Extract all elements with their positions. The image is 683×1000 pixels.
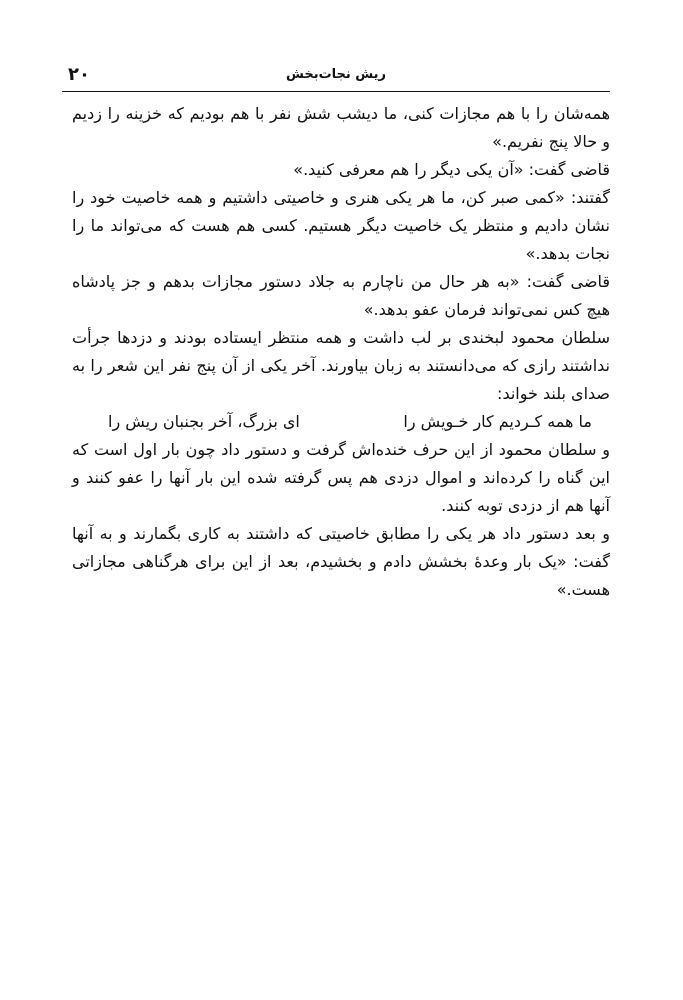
body-text [72, 100, 610, 604]
paragraph: قاضی گفت: «آن یکی دیگر را هم معرفی کنید.» [293, 160, 610, 179]
page-number: ۲۰ [68, 64, 90, 85]
paragraph: و سلطان محمود از این حرف خنده‌اش گرفت و دستور داد چون بار اول است که این گناه را کرده‌اند و اموال دزدی هم پس گرفته شده این بار آنها را عفو کنند و آنها هم از دزدی توبه کنند. [72, 440, 610, 515]
paragraph: قاضی گفت: «به هر حال من ناچارم به جلاد دستور مجازات بدهم و جز پادشاه هیچ کس نمی‌تواند فرمان عفو بدهد.» [72, 272, 610, 319]
paragraph: و بعد دستور داد هر یکی را مطابق خاصیتی که داشتند به کاری بگمارند و به آنها گفت: «یک بار وعدهٔ بخشش دادم و بخشیدم، بعد از این برای هرگناهی مجازاتی هست.» [72, 524, 610, 599]
poem-second-hemistich: ای بزرگ، آخر بجنبان ریش را [108, 412, 300, 431]
paragraph: سلطان محمود لبخندی بر لب داشت و همه منتظر ایستاده بودند و دزدها جرأت نداشتند رازی که می‌دانستند به زبان بیاورند. آخر یکی از آن پنج نفر این شعر را به صدای بلند خواند: [72, 328, 610, 403]
paragraph: گفتند: «کمی صبر کن، ما هر یکی هنری و خاصیتی داشتیم و همه خاصیت خود را نشان دادیم و منتظر یک خاصیت دیگر هستیم. کسی هم هست که می‌تواند ما را نجات بدهد.» [72, 188, 610, 263]
poem-verse [72, 408, 610, 436]
running-title: ریش نجات‌بخش [285, 67, 387, 82]
header-rule [62, 91, 610, 92]
page-header [62, 62, 610, 88]
paragraph: همه‌شان را با هم مجازات کنی، ما دیشب شش نفر با هم بودیم که خزینه را زدیم و حالا پنج نفریم.» [72, 104, 610, 151]
poem-first-hemistich: ما همه کـردیم کار خـویش را [403, 412, 592, 431]
